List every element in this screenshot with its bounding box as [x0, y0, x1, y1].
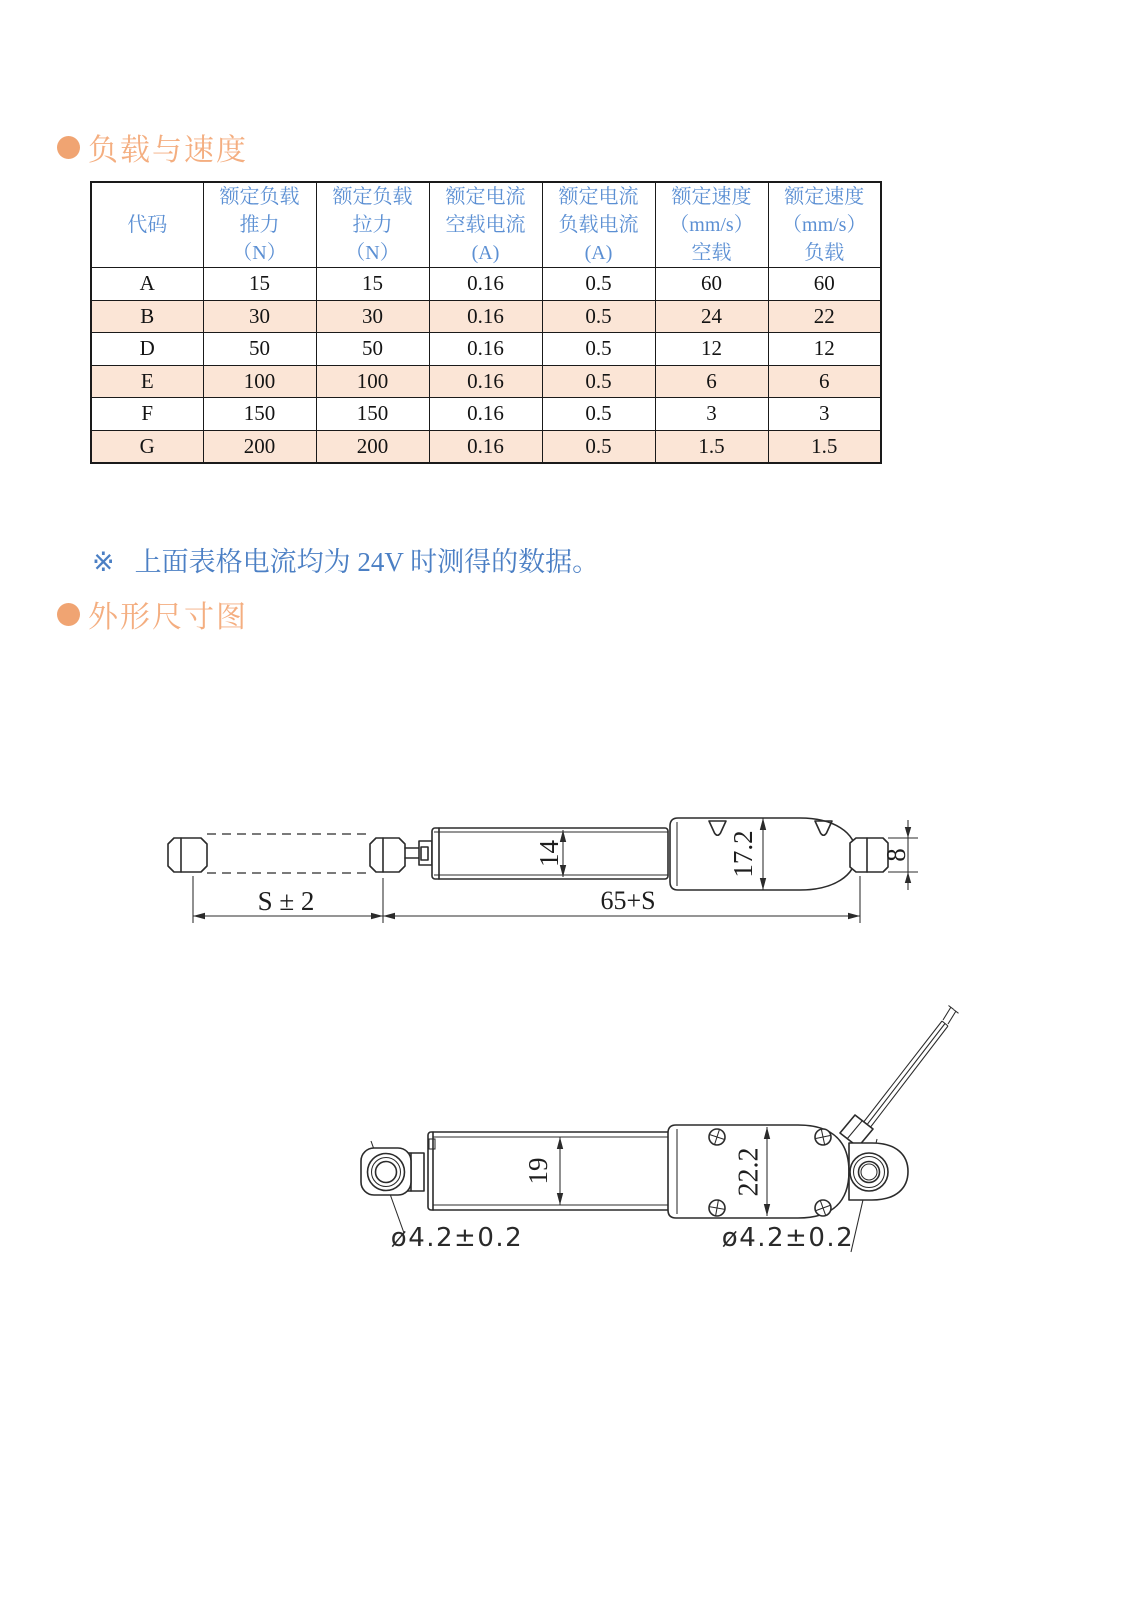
cell-code: A — [91, 268, 203, 301]
cell-pull: 150 — [316, 398, 429, 431]
section-heading-load-speed — [57, 125, 248, 169]
table-row — [91, 333, 881, 366]
cell-pull: 50 — [316, 333, 429, 366]
cell-push: 15 — [203, 268, 316, 301]
header-code: 代码 — [91, 182, 203, 268]
cell-pull: 100 — [316, 365, 429, 398]
section-title: 外形尺寸图 — [88, 601, 248, 634]
header-rated-pull: 额定负载 拉力 （N） — [316, 182, 429, 268]
cell-load-current: 0.5 — [542, 300, 655, 333]
svg-text:19: 19 — [523, 1157, 554, 1185]
dimension-end-fitting-height — [881, 820, 918, 890]
cell-code: D — [91, 333, 203, 366]
cell-push: 30 — [203, 300, 316, 333]
table-header-row — [91, 182, 881, 268]
header-rated-push: 额定负载 推力 （N） — [203, 182, 316, 268]
rod-coupler — [405, 841, 432, 865]
power-cable — [840, 1006, 959, 1148]
dimension-body-length: 65+S — [600, 886, 656, 915]
cell-push: 100 — [203, 365, 316, 398]
cell-speed-load: 6 — [768, 365, 881, 398]
svg-text:17.2: 17.2 — [728, 830, 759, 878]
cell-code: E — [91, 365, 203, 398]
cell-no-load-current: 0.16 — [429, 398, 542, 431]
cell-speed-load: 22 — [768, 300, 881, 333]
table-row — [91, 398, 881, 431]
section-title: 负载与速度 — [88, 134, 248, 167]
load-speed-table — [90, 181, 882, 464]
cell-code: B — [91, 300, 203, 333]
table-row — [91, 300, 881, 333]
cell-push: 200 — [203, 430, 316, 463]
header-load-current: 额定电流 负载电流 (A) — [542, 182, 655, 268]
cell-push: 150 — [203, 398, 316, 431]
cell-code: G — [91, 430, 203, 463]
cell-speed-no-load: 6 — [655, 365, 768, 398]
svg-text:14: 14 — [534, 840, 565, 867]
svg-text:S ± 2: S ± 2 — [257, 886, 315, 916]
front-eye-end — [361, 1148, 411, 1195]
mounting-hole — [859, 1162, 880, 1183]
hole-diameter-label-right: ø4.2±0.2 — [721, 1223, 855, 1253]
header-speed-load: 额定速度 （mm/s） 负载 — [768, 182, 881, 268]
cell-push: 50 — [203, 333, 316, 366]
note-marker: ※ — [92, 547, 115, 577]
mounting-hole — [376, 1162, 397, 1183]
cell-no-load-current: 0.16 — [429, 430, 542, 463]
cell-speed-no-load: 3 — [655, 398, 768, 431]
cell-load-current: 0.5 — [542, 365, 655, 398]
table-row — [91, 268, 881, 301]
cell-no-load-current: 0.16 — [429, 300, 542, 333]
cell-speed-no-load: 1.5 — [655, 430, 768, 463]
header-no-load-current: 额定电流 空载电流 (A) — [429, 182, 542, 268]
cell-pull: 200 — [316, 430, 429, 463]
table-row — [91, 365, 881, 398]
cell-pull: 30 — [316, 300, 429, 333]
rod-end-fitting-extended — [168, 838, 207, 872]
cell-speed-load: 12 — [768, 333, 881, 366]
table-row — [91, 430, 881, 463]
cell-load-current: 0.5 — [542, 398, 655, 431]
cell-speed-no-load: 60 — [655, 268, 768, 301]
cell-speed-no-load: 12 — [655, 333, 768, 366]
side-view-drawing — [140, 770, 940, 930]
svg-text:22.2: 22.2 — [733, 1147, 765, 1197]
note-text: 上面表格电流均为 24V 时测得的数据。 — [134, 547, 600, 577]
orange-bullet-icon — [57, 136, 80, 159]
svg-text:8: 8 — [881, 848, 912, 862]
cell-code: F — [91, 398, 203, 431]
cell-load-current: 0.5 — [542, 430, 655, 463]
cell-load-current: 0.5 — [542, 333, 655, 366]
rod-end-fitting-retracted — [370, 838, 405, 872]
cell-speed-no-load: 24 — [655, 300, 768, 333]
orange-bullet-icon — [57, 603, 80, 626]
cell-speed-load: 3 — [768, 398, 881, 431]
cell-no-load-current: 0.16 — [429, 268, 542, 301]
table-note — [92, 540, 599, 579]
cell-load-current: 0.5 — [542, 268, 655, 301]
cell-speed-load: 60 — [768, 268, 881, 301]
top-view-drawing — [340, 960, 970, 1260]
rear-eye-end — [849, 1143, 908, 1200]
cell-pull: 15 — [316, 268, 429, 301]
section-heading-outline — [57, 592, 248, 636]
actuator-tube-top — [428, 1132, 688, 1210]
cell-speed-load: 1.5 — [768, 430, 881, 463]
hole-diameter-label-left: ø4.2±0.2 — [390, 1223, 524, 1253]
header-speed-no-load: 额定速度 （mm/s） 空载 — [655, 182, 768, 268]
cell-no-load-current: 0.16 — [429, 333, 542, 366]
cell-no-load-current: 0.16 — [429, 365, 542, 398]
